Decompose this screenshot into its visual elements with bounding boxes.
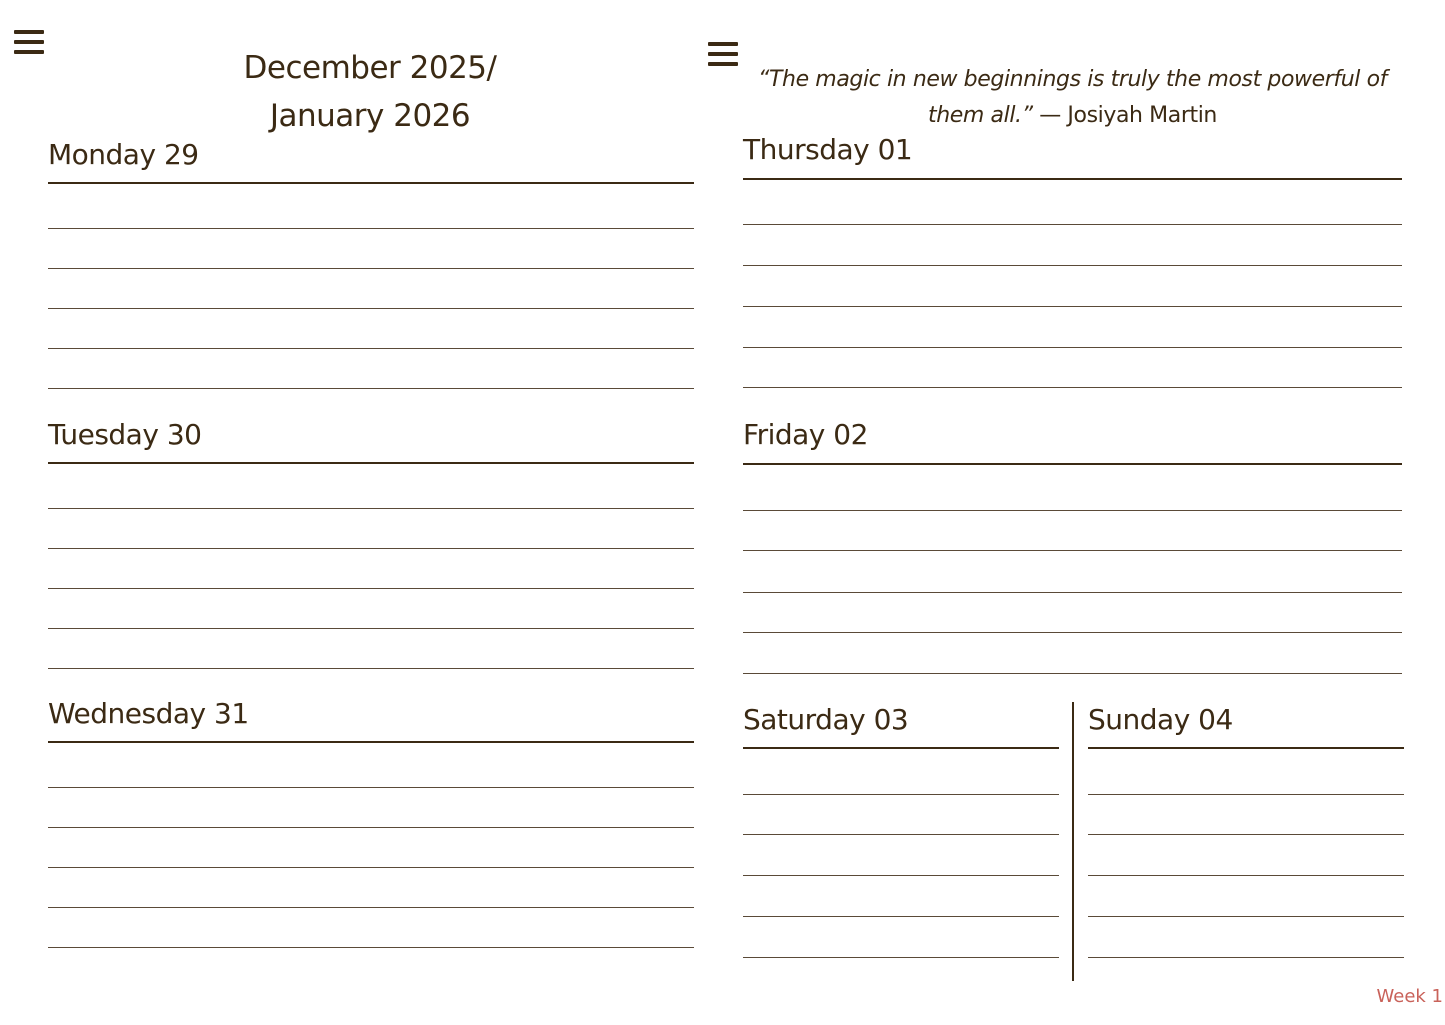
quote-attribution: — Josiyah Martin (1032, 103, 1217, 128)
writing-line[interactable] (743, 957, 1059, 958)
day-heading-rule (48, 741, 694, 743)
day-heading-rule (48, 182, 694, 184)
writing-line[interactable] (743, 916, 1059, 917)
day-heading-rule (743, 747, 1059, 749)
week-number: Week 1 (1376, 986, 1443, 1007)
writing-line[interactable] (48, 588, 694, 589)
day-heading-thursday: Thursday 01 (743, 133, 913, 166)
day-heading-tuesday: Tuesday 30 (48, 418, 202, 451)
writing-line[interactable] (743, 834, 1059, 835)
writing-line[interactable] (743, 875, 1059, 876)
writing-line[interactable] (48, 867, 694, 868)
writing-line[interactable] (743, 265, 1402, 266)
day-heading-sunday: Sunday 04 (1088, 703, 1233, 736)
day-heading-friday: Friday 02 (743, 418, 868, 451)
writing-line[interactable] (1088, 875, 1404, 876)
writing-line[interactable] (48, 388, 694, 389)
quote-text: “The magic in new beginnings is truly the most powerful of them all.” (757, 67, 1387, 128)
writing-line[interactable] (48, 907, 694, 908)
day-heading-rule (48, 462, 694, 464)
weekend-divider (1072, 702, 1074, 981)
day-heading-rule (743, 463, 1402, 465)
writing-line[interactable] (48, 668, 694, 669)
title-line-1: December 2025/ (243, 50, 497, 86)
page-title (140, 44, 600, 140)
writing-line[interactable] (743, 387, 1402, 388)
writing-line[interactable] (1088, 957, 1404, 958)
writing-line[interactable] (1088, 916, 1404, 917)
day-heading-monday: Monday 29 (48, 138, 199, 171)
menu-icon[interactable] (708, 42, 738, 68)
day-heading-wednesday: Wednesday 31 (48, 697, 249, 730)
writing-line[interactable] (1088, 834, 1404, 835)
writing-line[interactable] (743, 347, 1402, 348)
writing-line[interactable] (48, 308, 694, 309)
writing-line[interactable] (48, 827, 694, 828)
writing-line[interactable] (48, 947, 694, 948)
writing-line[interactable] (743, 794, 1059, 795)
writing-line[interactable] (743, 510, 1402, 511)
writing-line[interactable] (743, 592, 1402, 593)
writing-line[interactable] (48, 228, 694, 229)
day-heading-saturday: Saturday 03 (743, 703, 909, 736)
writing-line[interactable] (743, 673, 1402, 674)
writing-line[interactable] (743, 632, 1402, 633)
writing-line[interactable] (743, 306, 1402, 307)
menu-icon[interactable] (14, 30, 44, 56)
day-heading-rule (1088, 747, 1404, 749)
writing-line[interactable] (48, 348, 694, 349)
writing-line[interactable] (48, 628, 694, 629)
writing-line[interactable] (1088, 794, 1404, 795)
writing-line[interactable] (48, 268, 694, 269)
writing-line[interactable] (48, 548, 694, 549)
writing-line[interactable] (743, 224, 1402, 225)
title-line-2: January 2026 (269, 98, 471, 134)
writing-line[interactable] (48, 787, 694, 788)
quote (745, 62, 1400, 134)
writing-line[interactable] (743, 550, 1402, 551)
day-heading-rule (743, 178, 1402, 180)
writing-line[interactable] (48, 508, 694, 509)
